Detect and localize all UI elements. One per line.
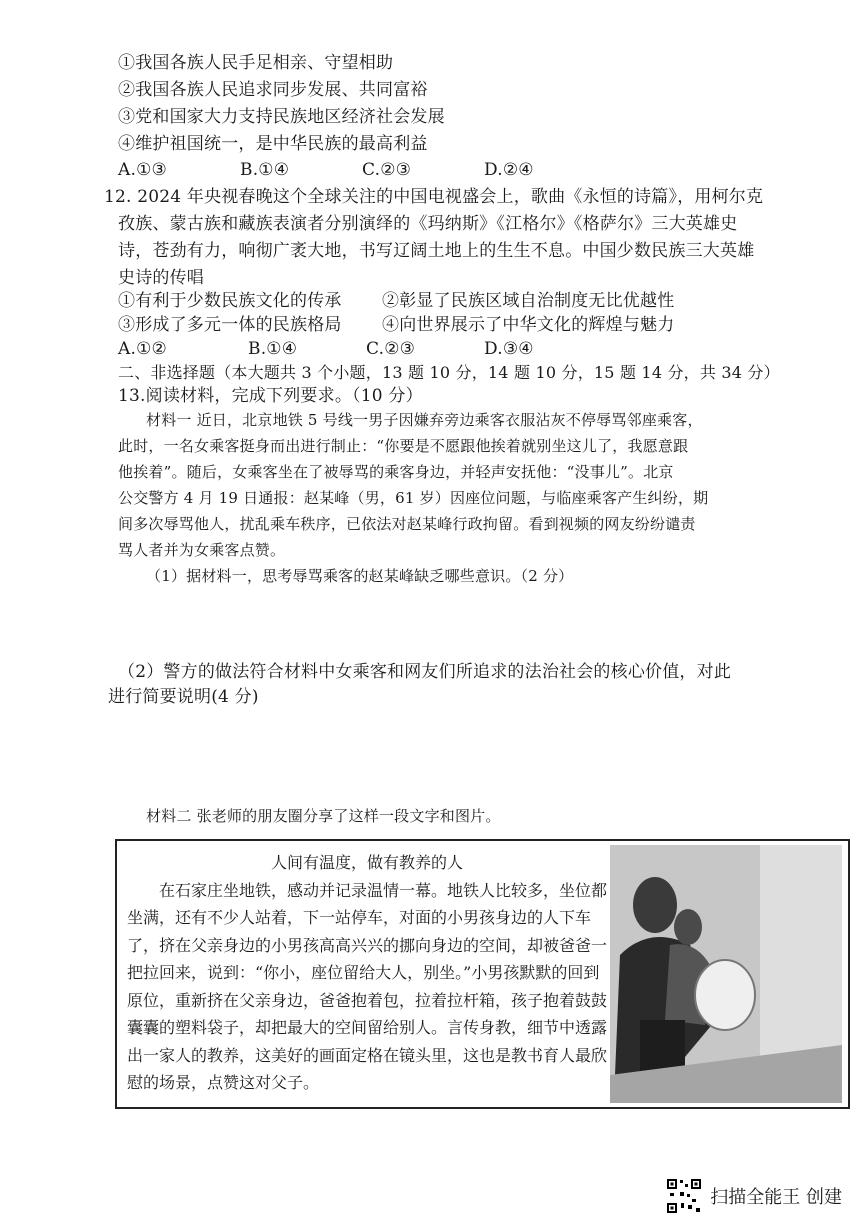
material1-line5: 间多次辱骂他人，扰乱乘车秩序，已依法对赵某峰行政拘留。看到视频的网友纷纷谴责 <box>118 515 696 533</box>
choice-c: C.②③ <box>362 160 412 180</box>
q12-stem-line3: 诗，苍劲有力，响彻广袤大地，书写辽阔土地上的生生不息。中国少数民族三大英雄 <box>118 241 755 261</box>
watermark-label: 扫描全能王 创建 <box>710 1187 842 1208</box>
choice-b: B.①④ <box>248 339 298 359</box>
material2-box <box>115 839 850 1109</box>
material1-line3: 他挨着”。随后，女乘客坐在了被辱骂的乘客身边，并轻声安抚他：“没事儿”。北京 <box>118 463 674 481</box>
material1-line6: 骂人者并为女乘客点赞。 <box>118 541 286 559</box>
q13-subquestion-1: （1）据材料一，思考辱骂乘客的赵某峰缺乏哪些意识。（2 分） <box>146 567 574 585</box>
q12-stem-line4: 史诗的传唱 <box>118 268 204 288</box>
q11-choices <box>118 159 534 181</box>
choice-d: D.②④ <box>484 160 534 180</box>
choice-b: B.①④ <box>240 160 290 180</box>
q11-option-2: ②我国各族人民追求同步发展、共同富裕 <box>118 80 428 100</box>
q11-option-1: ①我国各族人民手足相亲、守望相助 <box>118 53 394 73</box>
q12-option-1: ①有利于少数民族文化的传承 <box>118 291 342 311</box>
material1-line2: 此时，一名女乘客挺身而出进行制止：“你要是不愿跟他挨着就别坐这儿了，我愿意跟 <box>118 437 689 455</box>
material2-body: 在石家庄坐地铁，感动并记录温情一幕。地铁人比较多，坐位都坐满，还有不少人站着，下一站停车，对面的小男孩身边的人下车了，挤在父亲身边的小男孩高高兴兴的挪向身边的空间，却被爸爸一把拉回来，说到：“你小，座位留给大人，别坐。”小男孩默默的回到原位，重新挤在父亲身边，爸爸抱着包，拉着拉杆箱，孩子抱着鼓鼓囊囊的塑料袋子，却把最大的空间留给别人。言传身教，细节中透露出一家人的教养，这美好的画面定格在镜头里，这也是教书育人最欣慰的场景，点赞这对父子。 <box>127 880 608 1092</box>
choice-a: A.①③ <box>118 160 167 180</box>
choice-c: C.②③ <box>366 339 416 359</box>
q12-option-4: ④向世界展示了中华文化的辉煌与魅力 <box>382 315 675 335</box>
scanner-watermark <box>666 1178 842 1214</box>
material2-intro: 材料二 张老师的朋友圈分享了这样一段文字和图片。 <box>146 807 501 825</box>
material2-title: 人间有温度，做有教养的人 <box>270 853 463 872</box>
q13-subquestion-2-line2: 进行简要说明(4 分) <box>108 687 259 707</box>
q12-stem-line2: 孜族、蒙古族和藏族表演者分别演绎的《玛纳斯》《江格尔》《格萨尔》三大英雄史 <box>118 214 738 234</box>
q12-option-3: ③形成了多元一体的民族格局 <box>118 315 342 335</box>
choice-d: D.③④ <box>484 339 534 359</box>
material1-line4: 公交警方 4 月 19 日通报：赵某峰（男，61 岁）因座位问题，与临座乘客产生纠纷，期 <box>118 489 709 507</box>
q12-stem-line1: 12. 2024 年央视春晚这个全球关注的中国电视盛会上，歌曲《永恒的诗篇》，用柯尔克 <box>104 187 764 207</box>
q11-option-4: ④维护祖国统一，是中华民族的最高利益 <box>118 134 428 154</box>
qr-code-icon <box>666 1178 702 1214</box>
q13-subquestion-2-line1: （2）警方的做法符合材料中女乘客和网友们所追求的法治社会的核心价值，对此 <box>118 662 732 682</box>
material1-line1: 材料一 近日，北京地铁 5 号线一男子因嫌弃旁边乘客衣服沾灰不停辱骂邻座乘客， <box>146 411 703 429</box>
q13-title: 13.阅读材料，完成下列要求。（10 分） <box>118 386 423 406</box>
section-heading: 二、非选择题（本大题共 3 个小题，13 题 10 分，14 题 10 分，15 题 14 分，共 34 分） <box>118 363 780 382</box>
material2-text <box>127 849 607 1097</box>
father-son-photo <box>610 845 842 1103</box>
photo-illustration <box>610 845 842 1103</box>
q11-option-3: ③党和国家大力支持民族地区经济社会发展 <box>118 107 445 127</box>
choice-a: A.①② <box>118 339 167 359</box>
q12-option-2: ②彰显了民族区域自治制度无比优越性 <box>382 291 675 311</box>
q12-choices <box>118 338 534 360</box>
